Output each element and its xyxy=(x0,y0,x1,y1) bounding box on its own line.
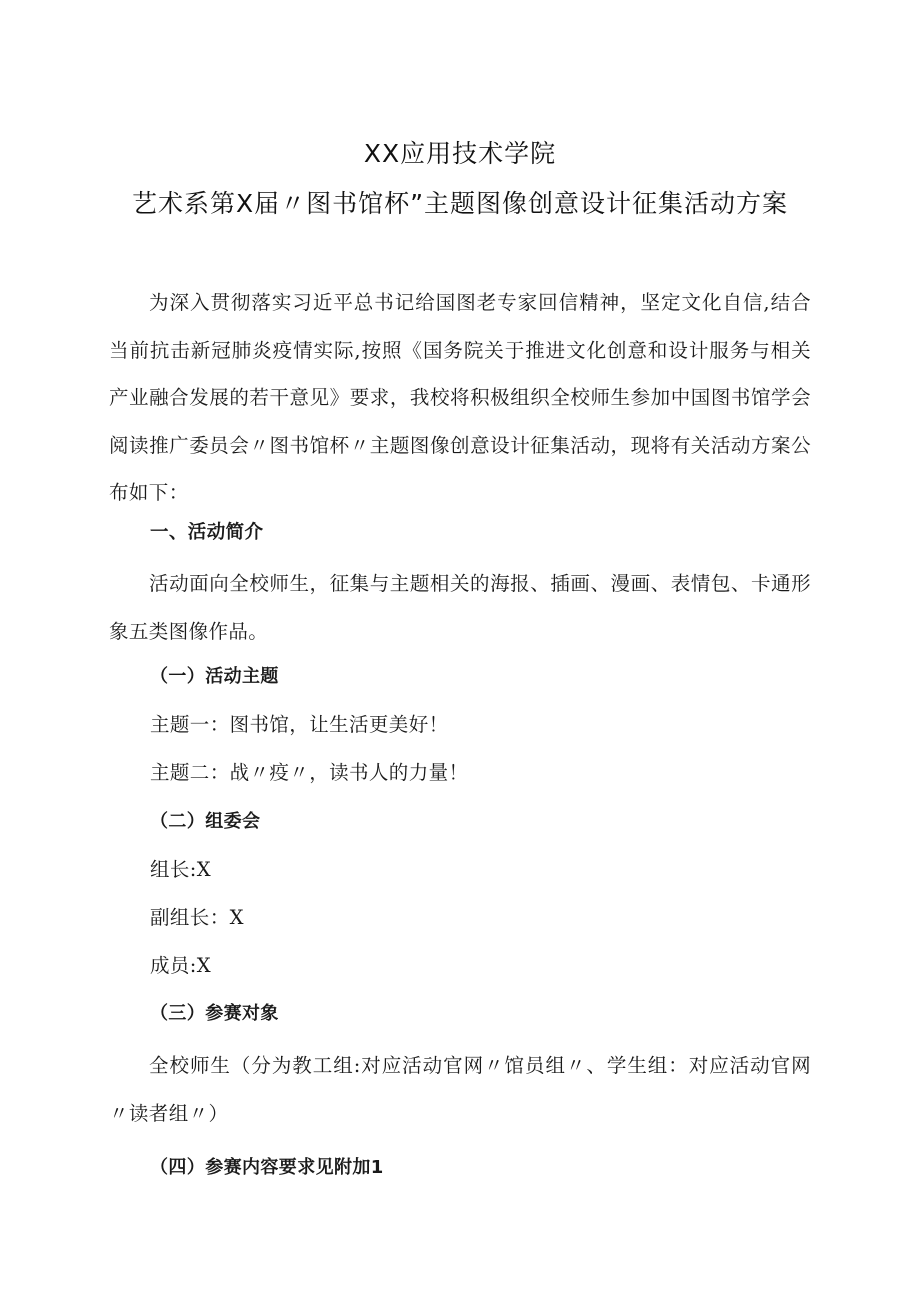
document-title-school: XX应用技术学院 xyxy=(363,139,557,168)
intro-paragraph: 为深入贯彻落实习近平总书记给国图老专家回信精神，坚定文化自信,结合当前抗击新冠肺炎疫情实际,按照《国务院关于推进文化创意和设计服务与相关产业融合发展的若干意见》要求，我校将积极组织全校师生参加中国图书馆学会阅读推广委员会〃图书馆杯〃主题图像创意设计征集活动，现将有关活动方案公布如下： xyxy=(109,291,811,504)
activity-intro-paragraph: 活动面向全校师生，征集与主题相关的海报、插画、漫画、表情包、卡通形象五类图像作品。 xyxy=(109,572,811,643)
committee-members: 成员:X xyxy=(150,954,212,977)
participants-paragraph: 全校师生（分为教工组:对应活动官网〃馆员组〃、学生组：对应活动官网〃读者组〃） xyxy=(109,1054,811,1125)
subheading-activity-theme: （一）活动主题 xyxy=(150,666,279,687)
subheading-committee: （二）组委会 xyxy=(150,811,261,832)
committee-deputy-leader: 副组长：X xyxy=(150,906,244,929)
theme-item-1: 主题一：图书馆，让生活更美好！ xyxy=(150,713,449,736)
theme-item-2: 主题二：战〃疫〃，读书人的力量！ xyxy=(150,761,469,784)
subheading-entry-requirements: （四）参赛内容要求见附加1 xyxy=(150,1157,384,1178)
subheading-participants: （三）参赛对象 xyxy=(150,1003,279,1024)
section-heading-activity-intro: 一、活动简介 xyxy=(150,522,264,543)
document-title-plan: 艺术系第X届〃图书馆杯”主题图像创意设计征集活动方案 xyxy=(131,189,789,218)
committee-leader: 组长:X xyxy=(150,858,212,881)
